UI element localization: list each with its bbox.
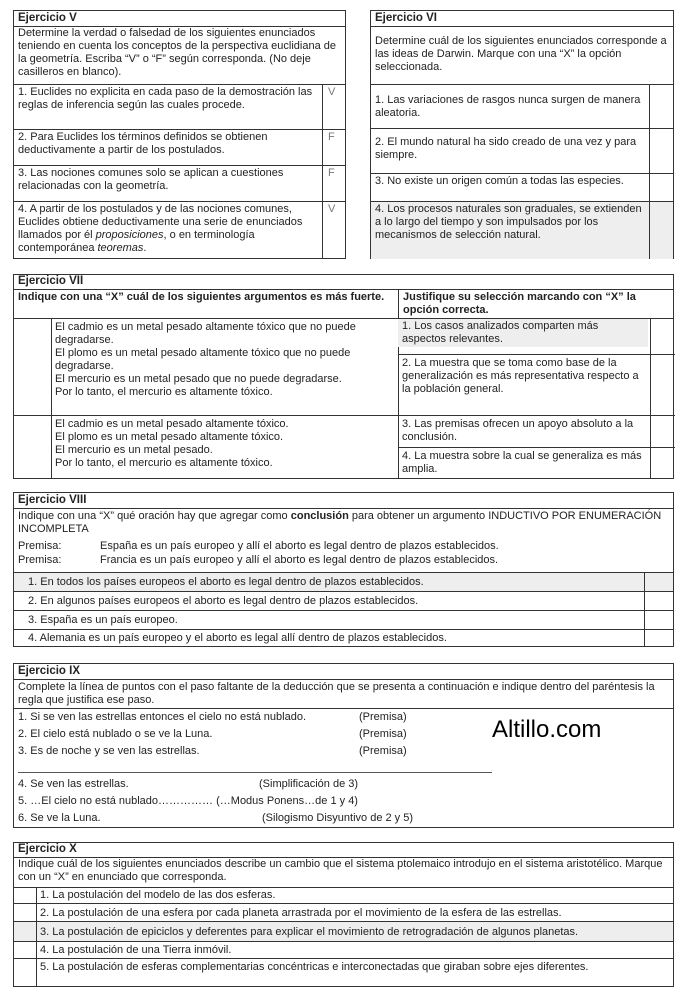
table-row: 3. España es un país europeo. [14, 610, 673, 629]
exercise-9 [13, 663, 674, 828]
exercise-8-title: Ejercicio VIII [14, 493, 673, 509]
step-6: 6. Se ve la Luna. [18, 812, 101, 824]
argument-2: El cadmio es un metal pesado altamente tóxico. El plomo es un metal pesado altamente tóxico. El mercurio es un metal pesado. Por lo tanto, el mercurio es altamente tóxico. [55, 418, 289, 469]
table-row: 1. La postulación del modelo de las dos esferas. [14, 887, 673, 903]
statement-text: 4. A partir de los postulados y de las nociones comunes, Euclides obtiene deductivamente una serie de enunciados llamados por él proposiciones, o en terminología contemporánea teoremas. [18, 203, 303, 254]
divider [18, 772, 492, 773]
left-column-header: Indique con una “X” cuál de los siguientes argumentos es más fuerte. [18, 291, 385, 303]
step-2: 2. El cielo está nublado o se ve la Luna. [18, 728, 213, 740]
exercise-6-title: Ejercicio VI [371, 11, 673, 27]
step-1: 1. Si se ven las estrellas entonces el cielo no está nublado. [18, 711, 307, 723]
statement-text: 2. Para Euclides los términos definidos se obtienen deductivamente a partir de los postulados. [18, 131, 268, 156]
exercise-8-instructions: Indique con una “X” qué oración hay que agregar como conclusión para obtener un argumento INDUCTIVO POR ENUMERACIÓN INCOMPLETA [18, 510, 662, 535]
right-column-header: Justifique su selección marcando con “X” la opción correcta. [403, 291, 636, 316]
step-3-justification: (Premisa) [359, 745, 407, 757]
table-row [14, 201, 345, 259]
table-row [371, 173, 673, 201]
premise-1: Premisa: [18, 540, 62, 552]
exercise-10 [13, 842, 674, 987]
watermark: Altillo.com [492, 716, 602, 743]
step-1-justification: (Premisa) [359, 711, 407, 723]
step-3: 3. Es de noche y se ven las estrellas. [18, 745, 200, 757]
exercise-8 [13, 492, 674, 647]
table-row: 1. En todos los países europeos el aborto es legal dentro de plazos establecidos. [14, 572, 673, 591]
exercise-9-instructions: Complete la línea de puntos con el paso faltante de la deducción que se presenta a continuación e indique dentro del paréntesis la regla que justifica ese paso. [18, 681, 655, 706]
table-row: 2. La postulación de una esfera por cada planeta arrastrada por el movimiento de la esfera de las estrellas. [14, 903, 673, 921]
table-row [14, 129, 345, 165]
table-row: 3. La postulación de epiciclos y deferentes para explicar el movimiento de retrogradación de algunos planetas. [14, 921, 673, 941]
table-row: 5. La postulación de esferas complementarias concéntricas e interconectadas que giraban sobre ejes diferentes. [14, 958, 673, 987]
exercise-7-title: Ejercicio VII [14, 275, 673, 290]
justification-options: 1. Los casos analizados comparten más aspectos relevantes. 2. La muestra que se toma como base de la generalización es más representativa respecto a la población general. 3. Las premisas ofrecen un apoyo absoluto a la conclusión. 4. La muestra sobre la cual se generaliza es más amplia. [398, 318, 675, 479]
statement-text: 1. Euclides no explicita en cada paso de la demostración las reglas de inferencia según las cuales procede. [18, 86, 313, 111]
table-row: 4. La postulación de una Tierra inmóvil. [14, 941, 673, 958]
premise-1-text: España es un país europeo y allí el aborto es legal dentro de plazos establecidos. [100, 540, 499, 552]
table-row: 2. En algunos países europeos el aborto es legal dentro de plazos establecidos. [14, 591, 673, 610]
exercise-7 [13, 274, 674, 479]
step-5[interactable]: 5. …El cielo no está nublado…………… (…Modus Ponens…de 1 y 4) [18, 795, 358, 807]
option-text: 4. Los procesos naturales son graduales, se extienden a lo largo del tiempo y son impulsados por los mecanismos de selección natural. [375, 203, 642, 241]
table-row [371, 84, 673, 128]
step-4-justification: (Simplificación de 3) [259, 778, 359, 790]
exercise-9-title: Ejercicio IX [14, 664, 673, 680]
step-4: 4. Se ven las estrellas. [18, 778, 129, 790]
option-text: 3. No existe un origen común a todas las especies. [375, 175, 624, 187]
exercise-5-title: Ejercicio V [14, 11, 345, 27]
step-6-justification: (Silogismo Disyuntivo de 2 y 5) [262, 812, 414, 824]
answer-cell[interactable]: V [328, 203, 336, 215]
table-row [371, 201, 673, 259]
table-row: 4. Alemania es un país europeo y el aborto es legal allí dentro de plazos establecidos. [14, 629, 673, 647]
table-row [14, 165, 345, 201]
answer-cell[interactable]: F [328, 167, 335, 179]
argument-1: El cadmio es un metal pesado altamente tóxico que no puede degradarse. El plomo es un metal pesado altamente tóxico que no puede degradarse. El mercurio es un metal pesado que no puede degradarse. Por lo tanto, el mercurio es altamente tóxico. [55, 321, 356, 398]
exercise-10-title: Ejercicio X [14, 843, 673, 858]
step-2-justification: (Premisa) [359, 728, 407, 740]
exercise-6 [370, 10, 674, 259]
premise-2: Premisa: [18, 554, 62, 566]
option-text: 2. El mundo natural ha sido creado de una vez y para siempre. [375, 136, 637, 161]
option-text: 1. Las variaciones de rasgos nunca surgen de manera aleatoria. [375, 94, 641, 119]
exercise-5-instructions: Determine la verdad o falsedad de los siguientes enunciados teniendo en cuenta los conceptos de la perspectiva euclidiana de la geometría. Escriba “V” o “F” según corresponda. (No deje casilleros en blanco). [18, 27, 337, 78]
table-row [371, 128, 673, 173]
statement-text: 3. Las nociones comunes solo se aplican a cuestiones relacionadas con la geometría. [18, 167, 284, 192]
exercise-6-instructions: Determine cuál de los siguientes enunciados corresponde a las ideas de Darwin. Marque con una “X” la opción seleccionada. [375, 35, 667, 73]
exercise-10-instructions: Indique cuál de los siguientes enunciados describe un cambio que el sistema ptolemaico introdujo en el sistema aristotélico. Marque con un “X” en enunciado que corresponda. [18, 858, 663, 883]
table-row [14, 84, 345, 129]
exercise-5 [13, 10, 346, 259]
answer-cell[interactable]: F [328, 131, 335, 143]
premise-2-text: Francia es un país europeo y allí el aborto es legal dentro de plazos establecidos. [100, 554, 499, 566]
answer-cell[interactable]: V [328, 86, 336, 98]
